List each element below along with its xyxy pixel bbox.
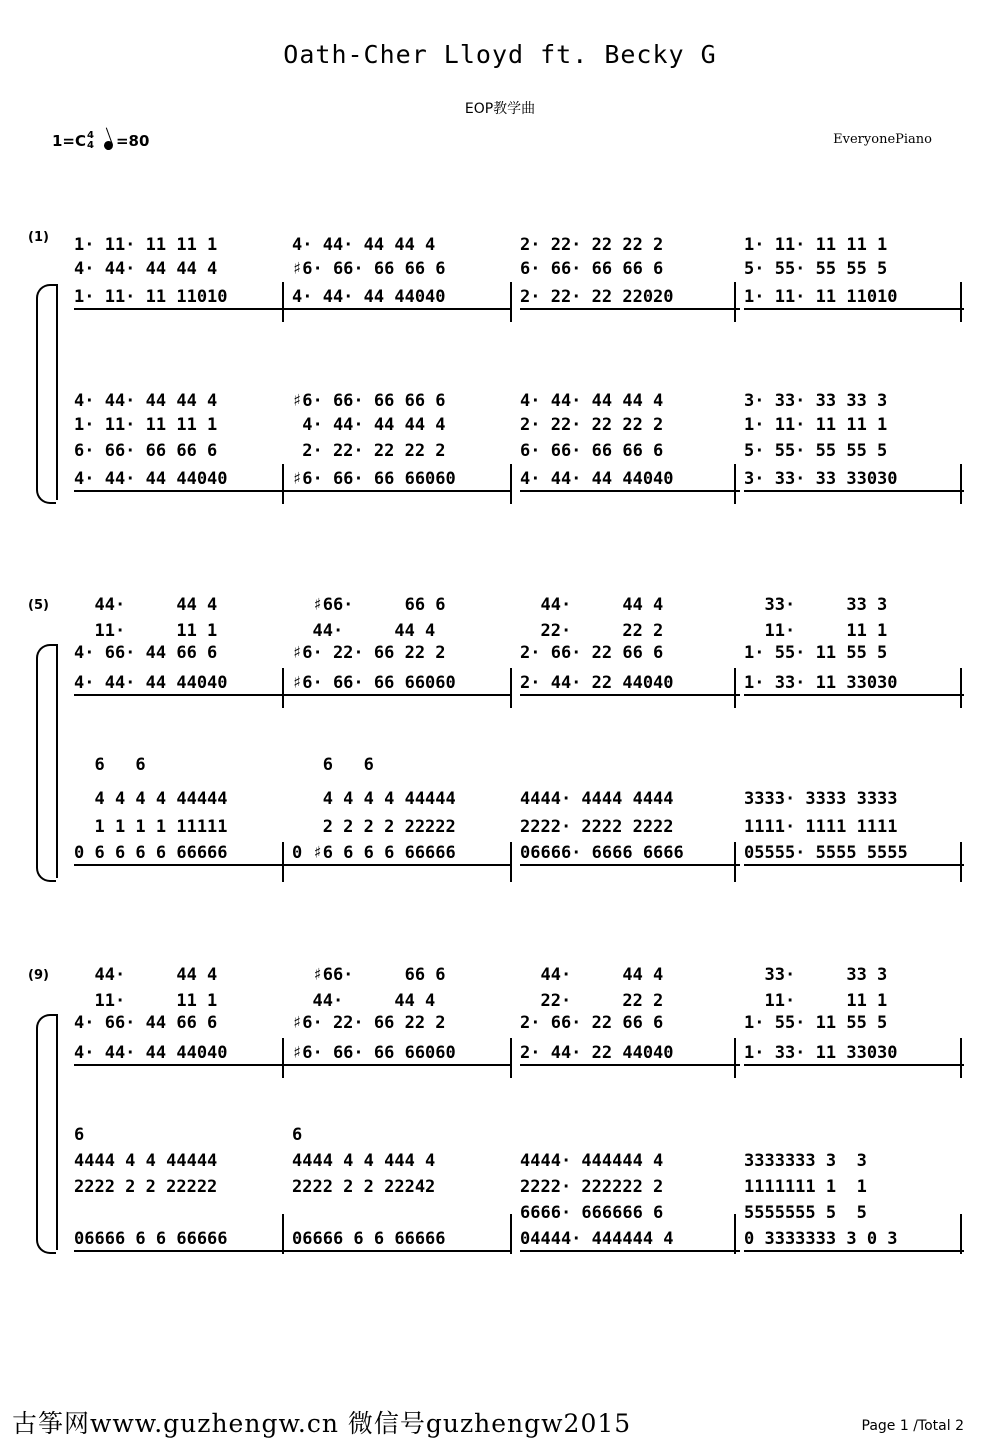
notation-cell: 3· 33· 33 33030 bbox=[744, 468, 964, 492]
notation-cell: 6· 66· 66 66 6 bbox=[520, 259, 664, 279]
notation-cell: 6 6 bbox=[292, 755, 374, 775]
notation-cell: 4 4 4 4 44444 bbox=[74, 789, 228, 809]
notation-cell: 2· 66· 22 66 6 bbox=[520, 1013, 664, 1033]
notation-cell: 5· 55· 55 55 5 bbox=[744, 259, 888, 279]
time-signature-bottom: 4 bbox=[87, 140, 94, 151]
grand-staff-brace bbox=[36, 644, 56, 882]
notation-cell: 4· 44· 44 44040 bbox=[292, 286, 512, 310]
notation-cell: 6 6 bbox=[74, 755, 146, 775]
notation-cell: 44· 44 4 bbox=[74, 595, 218, 615]
time-signature bbox=[87, 131, 94, 151]
notation-cell: 1· 11· 11 11 1 bbox=[74, 415, 218, 435]
notation-cell: 4· 44· 44 44 4 bbox=[292, 415, 446, 435]
arranger: EveryonePiano bbox=[833, 132, 932, 147]
notation-cell: 4 4 4 4 44444 bbox=[292, 789, 456, 809]
notation-cell: 3333· 3333 3333 bbox=[744, 789, 898, 809]
notation-cell: 4444 4 4 444 4 bbox=[292, 1151, 436, 1171]
score-title: Oath-Cher Lloyd ft. Becky G bbox=[283, 40, 717, 69]
notation-cell: 6· 66· 66 66 6 bbox=[74, 441, 218, 461]
notation-cell: 11· 11 1 bbox=[74, 621, 218, 641]
notation-cell: 1· 11· 11 11 1 bbox=[74, 235, 218, 255]
notation-cell: 44· 44 4 bbox=[292, 621, 436, 641]
key-signature: 1=C bbox=[52, 132, 87, 150]
notation-cell: 2· 22· 22 22020 bbox=[520, 286, 740, 310]
notation-cell: 1· 55· 11 55 5 bbox=[744, 1013, 888, 1033]
notation-cell: 0 6 6 6 6 66666 bbox=[74, 842, 294, 866]
system-start-line bbox=[56, 1014, 58, 1250]
notation-cell: 2· 44· 22 44040 bbox=[520, 1042, 740, 1066]
notation-cell: 04444· 444444 4 bbox=[520, 1228, 740, 1252]
notation-cell: 6666· 666666 6 bbox=[520, 1203, 664, 1223]
notation-cell: 4· 44· 44 44040 bbox=[520, 468, 740, 492]
time-signature-top: 4 bbox=[87, 130, 94, 141]
notation-cell: ♯6· 66· 66 66060 bbox=[292, 1042, 512, 1066]
notation-cell: 4· 66· 44 66 6 bbox=[74, 643, 218, 663]
notation-cell: 4· 44· 44 44 4 bbox=[74, 259, 218, 279]
notation-cell: ♯6· 22· 66 22 2 bbox=[292, 643, 446, 663]
notation-cell: 1111111 1 1 bbox=[744, 1177, 867, 1197]
notation-cell: 4· 44· 44 44040 bbox=[74, 468, 294, 492]
measure-number: (1) bbox=[28, 230, 49, 245]
notation-cell: 1 1 1 1 11111 bbox=[74, 817, 228, 837]
key-and-tempo bbox=[52, 131, 149, 151]
watermark-text: 古筝网www.guzhengw.cn 微信号guzhengw2015 bbox=[12, 1409, 632, 1438]
notation-cell: ♯6· 22· 66 22 2 bbox=[292, 1013, 446, 1033]
notation-cell: ♯6· 66· 66 66060 bbox=[292, 468, 512, 492]
notation-cell: 1· 55· 11 55 5 bbox=[744, 643, 888, 663]
notation-cell: 2222 2 2 22242 bbox=[292, 1177, 436, 1197]
notation-cell: ♯6· 66· 66 66 6 bbox=[292, 391, 446, 411]
notation-cell: 11· 11 1 bbox=[744, 621, 888, 641]
notation-cell: 44· 44 4 bbox=[520, 595, 664, 615]
measure-number: (5) bbox=[28, 598, 49, 613]
notation-cell: 44· 44 4 bbox=[74, 965, 218, 985]
notation-cell: 2· 44· 22 44040 bbox=[520, 672, 740, 696]
notation-cell: 33· 33 3 bbox=[744, 965, 888, 985]
quarter-note-icon bbox=[103, 139, 115, 151]
notation-cell: 05555· 5555 5555 bbox=[744, 842, 964, 866]
notation-cell: 2· 22· 22 22 2 bbox=[520, 415, 664, 435]
notation-cell: 44· 44 4 bbox=[292, 991, 436, 1011]
notation-cell: 4444 4 4 44444 bbox=[74, 1151, 218, 1171]
notation-cell: 0 ♯6 6 6 6 66666 bbox=[292, 842, 512, 866]
measure-number: (9) bbox=[28, 968, 49, 983]
notation-cell: 3333333 3 3 bbox=[744, 1151, 867, 1171]
notation-cell: 6 bbox=[74, 1125, 85, 1145]
notation-cell: 2 2 2 2 22222 bbox=[292, 817, 456, 837]
notation-cell: 5· 55· 55 55 5 bbox=[744, 441, 888, 461]
notation-cell: 4· 44· 44 44 4 bbox=[520, 391, 664, 411]
notation-cell: 4444· 444444 4 bbox=[520, 1151, 664, 1171]
notation-cell: 1111· 1111 1111 bbox=[744, 817, 898, 837]
notation-cell: ♯66· 66 6 bbox=[292, 595, 446, 615]
notation-cell: 2· 22· 22 22 2 bbox=[520, 235, 664, 255]
notation-cell: 2· 22· 22 22 2 bbox=[292, 441, 446, 461]
notation-cell: 1· 11· 11 11 1 bbox=[744, 235, 888, 255]
notation-cell: 6· 66· 66 66 6 bbox=[520, 441, 664, 461]
notation-cell: 4· 44· 44 44 4 bbox=[74, 391, 218, 411]
notation-cell: 4· 66· 44 66 6 bbox=[74, 1013, 218, 1033]
notation-cell: ♯6· 66· 66 66060 bbox=[292, 672, 512, 696]
notation-cell: 2222· 2222 2222 bbox=[520, 817, 674, 837]
page-indicator: Page 1 /Total 2 bbox=[861, 1418, 964, 1434]
system-start-line bbox=[56, 284, 58, 500]
notation-cell: 33· 33 3 bbox=[744, 595, 888, 615]
notation-cell: 4· 44· 44 44040 bbox=[74, 672, 294, 696]
notation-cell: 3· 33· 33 33 3 bbox=[744, 391, 888, 411]
notation-cell: 1· 11· 11 11010 bbox=[74, 286, 294, 310]
notation-cell: 06666 6 6 66666 bbox=[292, 1228, 512, 1252]
notation-cell: ♯6· 66· 66 66 6 bbox=[292, 259, 446, 279]
notation-cell: 0 3333333 3 0 3 bbox=[744, 1228, 964, 1252]
notation-cell: 06666 6 6 66666 bbox=[74, 1228, 294, 1252]
notation-cell: 2222· 222222 2 bbox=[520, 1177, 664, 1197]
notation-cell: 11· 11 1 bbox=[744, 991, 888, 1011]
notation-cell: 1· 33· 11 33030 bbox=[744, 1042, 964, 1066]
notation-cell: 1· 33· 11 33030 bbox=[744, 672, 964, 696]
notation-cell: 4444· 4444 4444 bbox=[520, 789, 674, 809]
tempo-value: =80 bbox=[115, 132, 150, 150]
notation-cell: 4· 44· 44 44040 bbox=[74, 1042, 294, 1066]
grand-staff-brace bbox=[36, 1014, 56, 1254]
notation-cell: 6 bbox=[292, 1125, 303, 1145]
system-start-line bbox=[56, 644, 58, 878]
notation-cell: 06666· 6666 6666 bbox=[520, 842, 740, 866]
notation-cell: 22· 22 2 bbox=[520, 991, 664, 1011]
notation-cell: 4· 44· 44 44 4 bbox=[292, 235, 436, 255]
score-subtitle: EOP教学曲 bbox=[464, 101, 536, 117]
grand-staff-brace bbox=[36, 284, 56, 504]
notation-cell: 1· 11· 11 11 1 bbox=[744, 415, 888, 435]
notation-cell: 2222 2 2 22222 bbox=[74, 1177, 218, 1197]
notation-cell: 11· 11 1 bbox=[74, 991, 218, 1011]
notation-cell: 2· 66· 22 66 6 bbox=[520, 643, 664, 663]
notation-cell: 1· 11· 11 11010 bbox=[744, 286, 964, 310]
notation-cell: 22· 22 2 bbox=[520, 621, 664, 641]
notation-cell: ♯66· 66 6 bbox=[292, 965, 446, 985]
notation-cell: 44· 44 4 bbox=[520, 965, 664, 985]
notation-cell: 5555555 5 5 bbox=[744, 1203, 867, 1223]
